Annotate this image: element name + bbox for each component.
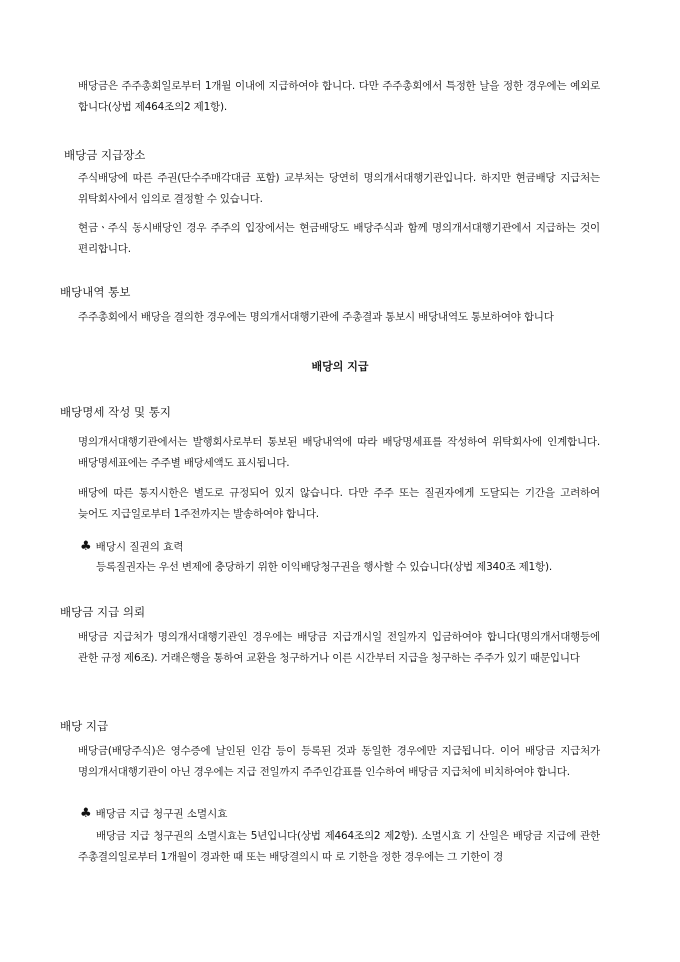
note-pledge-title: 배당시 질권의 효력	[95, 541, 184, 553]
note-prescription-title: 배당금 지급 청구권 소멸시효	[95, 808, 228, 820]
place-paragraph-2: 현금ㆍ주식 동시배당인 경우 주주의 입장에서는 현금배당도 배당주식과 함께 명의개서대행기관에서 지급하는 것이 편리합니다.	[78, 222, 600, 255]
intro-paragraph: 배당금은 주주총회일로부터 1개월 이내에 지급하여야 합니다. 다만 주주총회에서 특정한 날을 정한 경우에는 예외로 합니다(상법 제464조의2 제1항).	[78, 80, 600, 113]
statement-paragraph-2: 배당에 따른 통지시한은 별도로 규정되어 있지 않습니다. 다만 주주 또는 질권자에게 도달되는 기간을 고려하여 늦어도 지급일로부터 1주전까지는 발송하여야 합니다.	[78, 487, 600, 520]
heading-payment-request: 배당금 지급 의뢰	[60, 605, 146, 619]
club-suit-icon: ♣	[80, 539, 92, 554]
heading-payment-place: 배당금 지급장소	[64, 148, 146, 162]
payment-paragraph-1: 배당금(배당주식)은 영수증에 날인된 인감 등이 등록된 것과 동일한 경우에만 지급됩니다. 이어 배당금 지급처가 명의개서대행기관이 아닌 경우에는 지급 전일까지 주주인감표를 인수하여 배당금 지급처에 비치하여야 합니다.	[78, 745, 600, 778]
heading-dividend-notice: 배당내역 통보	[60, 285, 131, 299]
heading-dividend-payment: 배당 지급	[60, 719, 109, 733]
heading-statement: 배당명세 작성 및 통지	[60, 405, 171, 419]
note-prescription-body: 배당금 지급 청구권의 소멸시효는 5년입니다(상법 제464조의2 제2항). 소멸시효 기 산일은 배당금 지급에 관한 주총결의일로부터 1개월이 경과한 때 또는 배당결의시 따 로 기한을 정한 경우에는 그 기한이 경	[78, 830, 600, 863]
note-pledge-title-row	[80, 539, 183, 555]
club-suit-icon: ♣	[80, 806, 92, 821]
place-paragraph-1: 주식배당에 따른 주권(단수주매각대금 포함) 교부처는 당연히 명의개서대행기관입니다. 하지만 현금배당 지급처는 위탁회사에서 임의로 결정할 수 있습니다.	[78, 172, 600, 205]
notice-paragraph-1: 주주총회에서 배당을 결의한 경우에는 명의개서대행기관에 주총결과 통보시 배당내역도 통보하여야 합니다	[78, 311, 554, 323]
note-pledge-body: 등록질권자는 우선 변제에 충당하기 위한 이익배당청구권을 행사할 수 있습니다(상법 제340조 제1항).	[96, 561, 553, 573]
request-paragraph-1: 배당금 지급처가 명의개서대행기관인 경우에는 배당금 지급개시일 전일까지 입금하여야 합니다(명의개서대행등에 관한 규정 제6조). 거래은행을 통하여 교환을 청구하거나 이른 시간부터 지급을 청구하는 주주가 있기 때문입니다	[78, 631, 600, 664]
statement-paragraph-1: 명의개서대행기관에서는 발행회사로부터 통보된 배당내역에 따라 배당명세표를 작성하여 위탁회사에 인계합니다. 배당명세표에는 주주별 배당세액도 표시됩니다.	[78, 436, 600, 469]
note-prescription-title-row	[80, 806, 227, 822]
section-title: 배당의 지급	[311, 360, 369, 373]
